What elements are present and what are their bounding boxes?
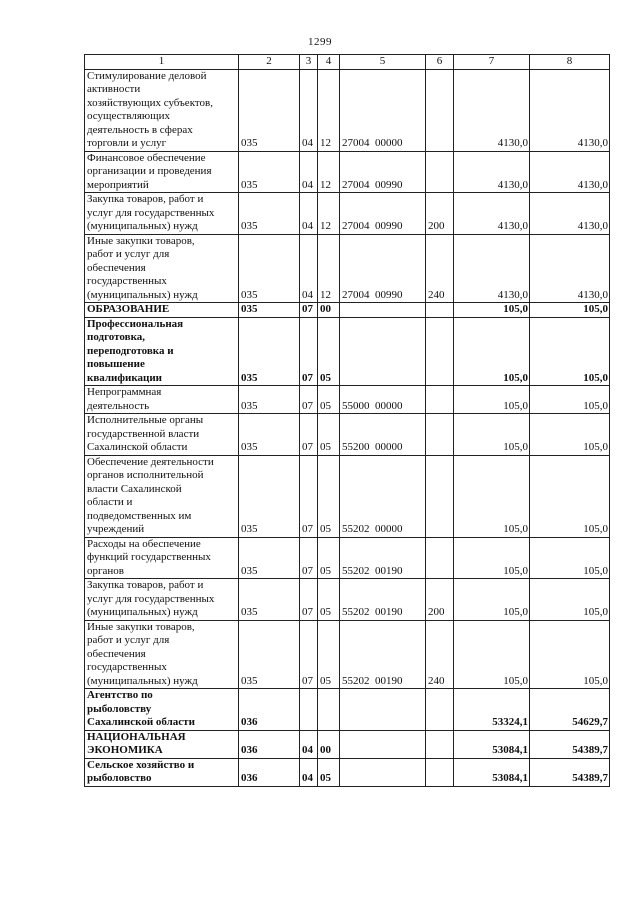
subsection-code: 05 [318, 414, 340, 456]
ministry-code: 035 [239, 386, 300, 414]
expense-type-code [426, 317, 454, 386]
row-name [85, 758, 239, 786]
row-name-line: осуществляющих [87, 110, 170, 122]
ministry-code: 035 [239, 303, 300, 318]
amount-year-1: 105,0 [454, 414, 530, 456]
section-code: 07 [300, 455, 318, 537]
row-name-line: Иные закупки товаров, [87, 234, 195, 247]
column-header: 4 [318, 55, 340, 70]
row-name-line: Стимулирование деловой [87, 69, 207, 82]
program-code [340, 303, 426, 318]
row-name-line: ОБРАЗОВАНИЕ [87, 303, 170, 315]
expense-type-code: 240 [426, 234, 454, 303]
amount-year-2: 105,0 [530, 303, 610, 318]
amount-year-1: 105,0 [454, 455, 530, 537]
amount-year-2: 4130,0 [530, 151, 610, 193]
row-name-line: работ и услуг для [87, 248, 170, 260]
row-name-line: работ и услуг для [87, 634, 170, 646]
row-name-line: НАЦИОНАЛЬНАЯ [87, 730, 186, 743]
table-row [85, 386, 610, 414]
row-name-line: повышение [87, 358, 145, 370]
subsection-code: 12 [318, 151, 340, 193]
ministry-code: 035 [239, 151, 300, 193]
section-code: 07 [300, 537, 318, 579]
expense-type-code [426, 455, 454, 537]
subsection-code: 00 [318, 730, 340, 758]
amount-year-2: 4130,0 [530, 69, 610, 151]
row-name-line: государственной власти [87, 427, 200, 440]
amount-year-1: 105,0 [454, 620, 530, 689]
subsection-code: 12 [318, 234, 340, 303]
amount-year-1: 4130,0 [454, 151, 530, 193]
table-row [85, 69, 610, 151]
amount-year-1: 4130,0 [454, 234, 530, 303]
column-header: 3 [300, 55, 318, 70]
row-name [85, 730, 239, 758]
subsection-code [318, 689, 340, 731]
row-name-line: Финансовое обеспечение [87, 151, 206, 164]
amount-year-2: 54629,7 [530, 689, 610, 731]
amount-year-1: 105,0 [454, 579, 530, 621]
amount-year-2: 105,0 [530, 620, 610, 689]
amount-year-2: 4130,0 [530, 193, 610, 235]
section-code: 07 [300, 414, 318, 456]
expense-type-code [426, 758, 454, 786]
table-row [85, 414, 610, 456]
amount-year-1: 105,0 [454, 317, 530, 386]
expense-type-code [426, 151, 454, 193]
row-name-line: деятельность [87, 399, 150, 412]
subsection-code: 05 [318, 579, 340, 621]
column-header-row [85, 55, 610, 70]
amount-year-2: 105,0 [530, 414, 610, 456]
page-number: 1299 [308, 36, 332, 48]
row-name-line: ЭКОНОМИКА [87, 744, 163, 756]
expense-type-code [426, 414, 454, 456]
row-name [85, 455, 239, 537]
row-name [85, 151, 239, 193]
table-row [85, 455, 610, 537]
column-header: 5 [340, 55, 426, 70]
ministry-code: 035 [239, 69, 300, 151]
section-code: 04 [300, 69, 318, 151]
section-code: 04 [300, 234, 318, 303]
row-name [85, 386, 239, 414]
ministry-code: 036 [239, 689, 300, 731]
expense-type-code: 200 [426, 579, 454, 621]
program-code: 27004 00990 [340, 151, 426, 193]
table-row [85, 317, 610, 386]
row-name [85, 234, 239, 303]
amount-year-2: 105,0 [530, 537, 610, 579]
row-name [85, 193, 239, 235]
row-name-line: (муниципальных) нужд [87, 606, 198, 618]
section-code: 07 [300, 579, 318, 621]
table-row [85, 730, 610, 758]
row-name [85, 537, 239, 579]
subsection-code: 12 [318, 193, 340, 235]
column-header: 7 [454, 55, 530, 70]
budget-table [84, 54, 610, 787]
program-code: 55202 00190 [340, 579, 426, 621]
ministry-code: 035 [239, 455, 300, 537]
row-name-line: (муниципальных) нужд [87, 288, 198, 301]
row-name-line: власти Сахалинской [87, 482, 182, 495]
row-name-line: рыболовство [87, 772, 152, 784]
amount-year-1: 53084,1 [454, 730, 530, 758]
program-code [340, 758, 426, 786]
program-code [340, 730, 426, 758]
amount-year-1: 4130,0 [454, 193, 530, 235]
section-code: 07 [300, 386, 318, 414]
row-name-line: органов [87, 564, 124, 577]
amount-year-1: 53084,1 [454, 758, 530, 786]
row-name-line: Агентство по [87, 689, 153, 701]
table-row [85, 758, 610, 786]
table-row [85, 620, 610, 689]
row-name-line: Исполнительные органы [87, 414, 204, 426]
row-name-line: активности [87, 83, 141, 95]
ministry-code: 036 [239, 758, 300, 786]
expense-type-code: 200 [426, 193, 454, 235]
row-name-line: подготовка, [87, 331, 146, 343]
amount-year-2: 105,0 [530, 455, 610, 537]
program-code: 27004 00990 [340, 193, 426, 235]
ministry-code: 036 [239, 730, 300, 758]
row-name-line: торговли и услуг [87, 137, 167, 149]
column-header: 8 [530, 55, 610, 70]
row-name-line: Сахалинской области [87, 716, 195, 728]
program-code: 55202 00190 [340, 537, 426, 579]
ministry-code: 035 [239, 620, 300, 689]
subsection-code: 05 [318, 537, 340, 579]
subsection-code: 05 [318, 758, 340, 786]
row-name-line: Обеспечение деятельности [87, 455, 214, 468]
row-name-line: мероприятий [87, 178, 149, 191]
row-name [85, 317, 239, 386]
program-code [340, 689, 426, 731]
row-name-line: Непрограммная [87, 386, 162, 398]
section-code: 07 [300, 317, 318, 386]
row-name-line: подведомственных им [87, 509, 192, 522]
table-row [85, 303, 610, 318]
row-name-line: квалификации [87, 371, 163, 384]
section-code: 07 [300, 620, 318, 689]
row-name-line: государственных [87, 661, 167, 673]
subsection-code: 00 [318, 303, 340, 318]
row-name-line: Профессиональная [87, 317, 184, 330]
table-row [85, 193, 610, 235]
row-name-line: (муниципальных) нужд [87, 674, 198, 687]
section-code: 04 [300, 193, 318, 235]
table-row [85, 689, 610, 731]
row-name-line: переподготовка и [87, 344, 174, 357]
row-name-line: Закупка товаров, работ и [87, 579, 204, 591]
row-name [85, 620, 239, 689]
expense-type-code [426, 69, 454, 151]
ministry-code: 035 [239, 579, 300, 621]
program-code: 55202 00190 [340, 620, 426, 689]
section-code: 07 [300, 303, 318, 318]
program-code: 55200 00000 [340, 414, 426, 456]
subsection-code: 05 [318, 386, 340, 414]
row-name-line: услуг для государственных [87, 592, 215, 605]
table-row [85, 234, 610, 303]
row-name-line: обеспечения [87, 647, 146, 660]
row-name [85, 579, 239, 621]
ministry-code: 035 [239, 234, 300, 303]
row-name-line: Сельское хозяйство и [87, 758, 195, 771]
row-name [85, 69, 239, 151]
row-name [85, 689, 239, 731]
row-name-line: организации и проведения [87, 165, 212, 177]
row-name-line: (муниципальных) нужд [87, 220, 198, 232]
section-code: 04 [300, 730, 318, 758]
section-code: 04 [300, 151, 318, 193]
row-name-line: Закупка товаров, работ и [87, 193, 204, 205]
table-row [85, 579, 610, 621]
table-row [85, 151, 610, 193]
row-name [85, 303, 239, 318]
amount-year-2: 4130,0 [530, 234, 610, 303]
column-header: 1 [85, 55, 239, 70]
expense-type-code [426, 303, 454, 318]
amount-year-2: 54389,7 [530, 758, 610, 786]
program-code: 55202 00000 [340, 455, 426, 537]
row-name-line: Сахалинской области [87, 441, 188, 453]
row-name-line: Иные закупки товаров, [87, 620, 195, 633]
row-name-line: обеспечения [87, 261, 146, 274]
expense-type-code [426, 730, 454, 758]
amount-year-2: 105,0 [530, 386, 610, 414]
amount-year-1: 105,0 [454, 303, 530, 318]
program-code [340, 317, 426, 386]
program-code: 27004 00000 [340, 69, 426, 151]
amount-year-1: 53324,1 [454, 689, 530, 731]
row-name-line: услуг для государственных [87, 206, 215, 219]
amount-year-1: 4130,0 [454, 69, 530, 151]
amount-year-1: 105,0 [454, 537, 530, 579]
column-header: 6 [426, 55, 454, 70]
section-code [300, 689, 318, 731]
subsection-code: 12 [318, 69, 340, 151]
row-name-line: хозяйствующих субъектов, [87, 96, 213, 109]
amount-year-2: 105,0 [530, 317, 610, 386]
program-code: 55000 00000 [340, 386, 426, 414]
expense-type-code [426, 689, 454, 731]
row-name-line: деятельность в сферах [87, 123, 193, 136]
ministry-code: 035 [239, 537, 300, 579]
section-code: 04 [300, 758, 318, 786]
amount-year-2: 105,0 [530, 579, 610, 621]
row-name [85, 414, 239, 456]
row-name-line: Расходы на обеспечение [87, 537, 201, 550]
ministry-code: 035 [239, 193, 300, 235]
expense-type-code: 240 [426, 620, 454, 689]
expense-type-code [426, 386, 454, 414]
amount-year-1: 105,0 [454, 386, 530, 414]
program-code: 27004 00990 [340, 234, 426, 303]
subsection-code: 05 [318, 620, 340, 689]
row-name-line: государственных [87, 275, 167, 287]
row-name-line: учреждений [87, 523, 145, 535]
amount-year-2: 54389,7 [530, 730, 610, 758]
ministry-code: 035 [239, 317, 300, 386]
row-name-line: органов исполнительной [87, 469, 204, 481]
ministry-code: 035 [239, 414, 300, 456]
row-name-line: области и [87, 496, 133, 508]
expense-type-code [426, 537, 454, 579]
table-row [85, 537, 610, 579]
row-name-line: функций государственных [87, 551, 211, 563]
row-name-line: рыболовству [87, 702, 152, 715]
column-header: 2 [239, 55, 300, 70]
subsection-code: 05 [318, 455, 340, 537]
subsection-code: 05 [318, 317, 340, 386]
